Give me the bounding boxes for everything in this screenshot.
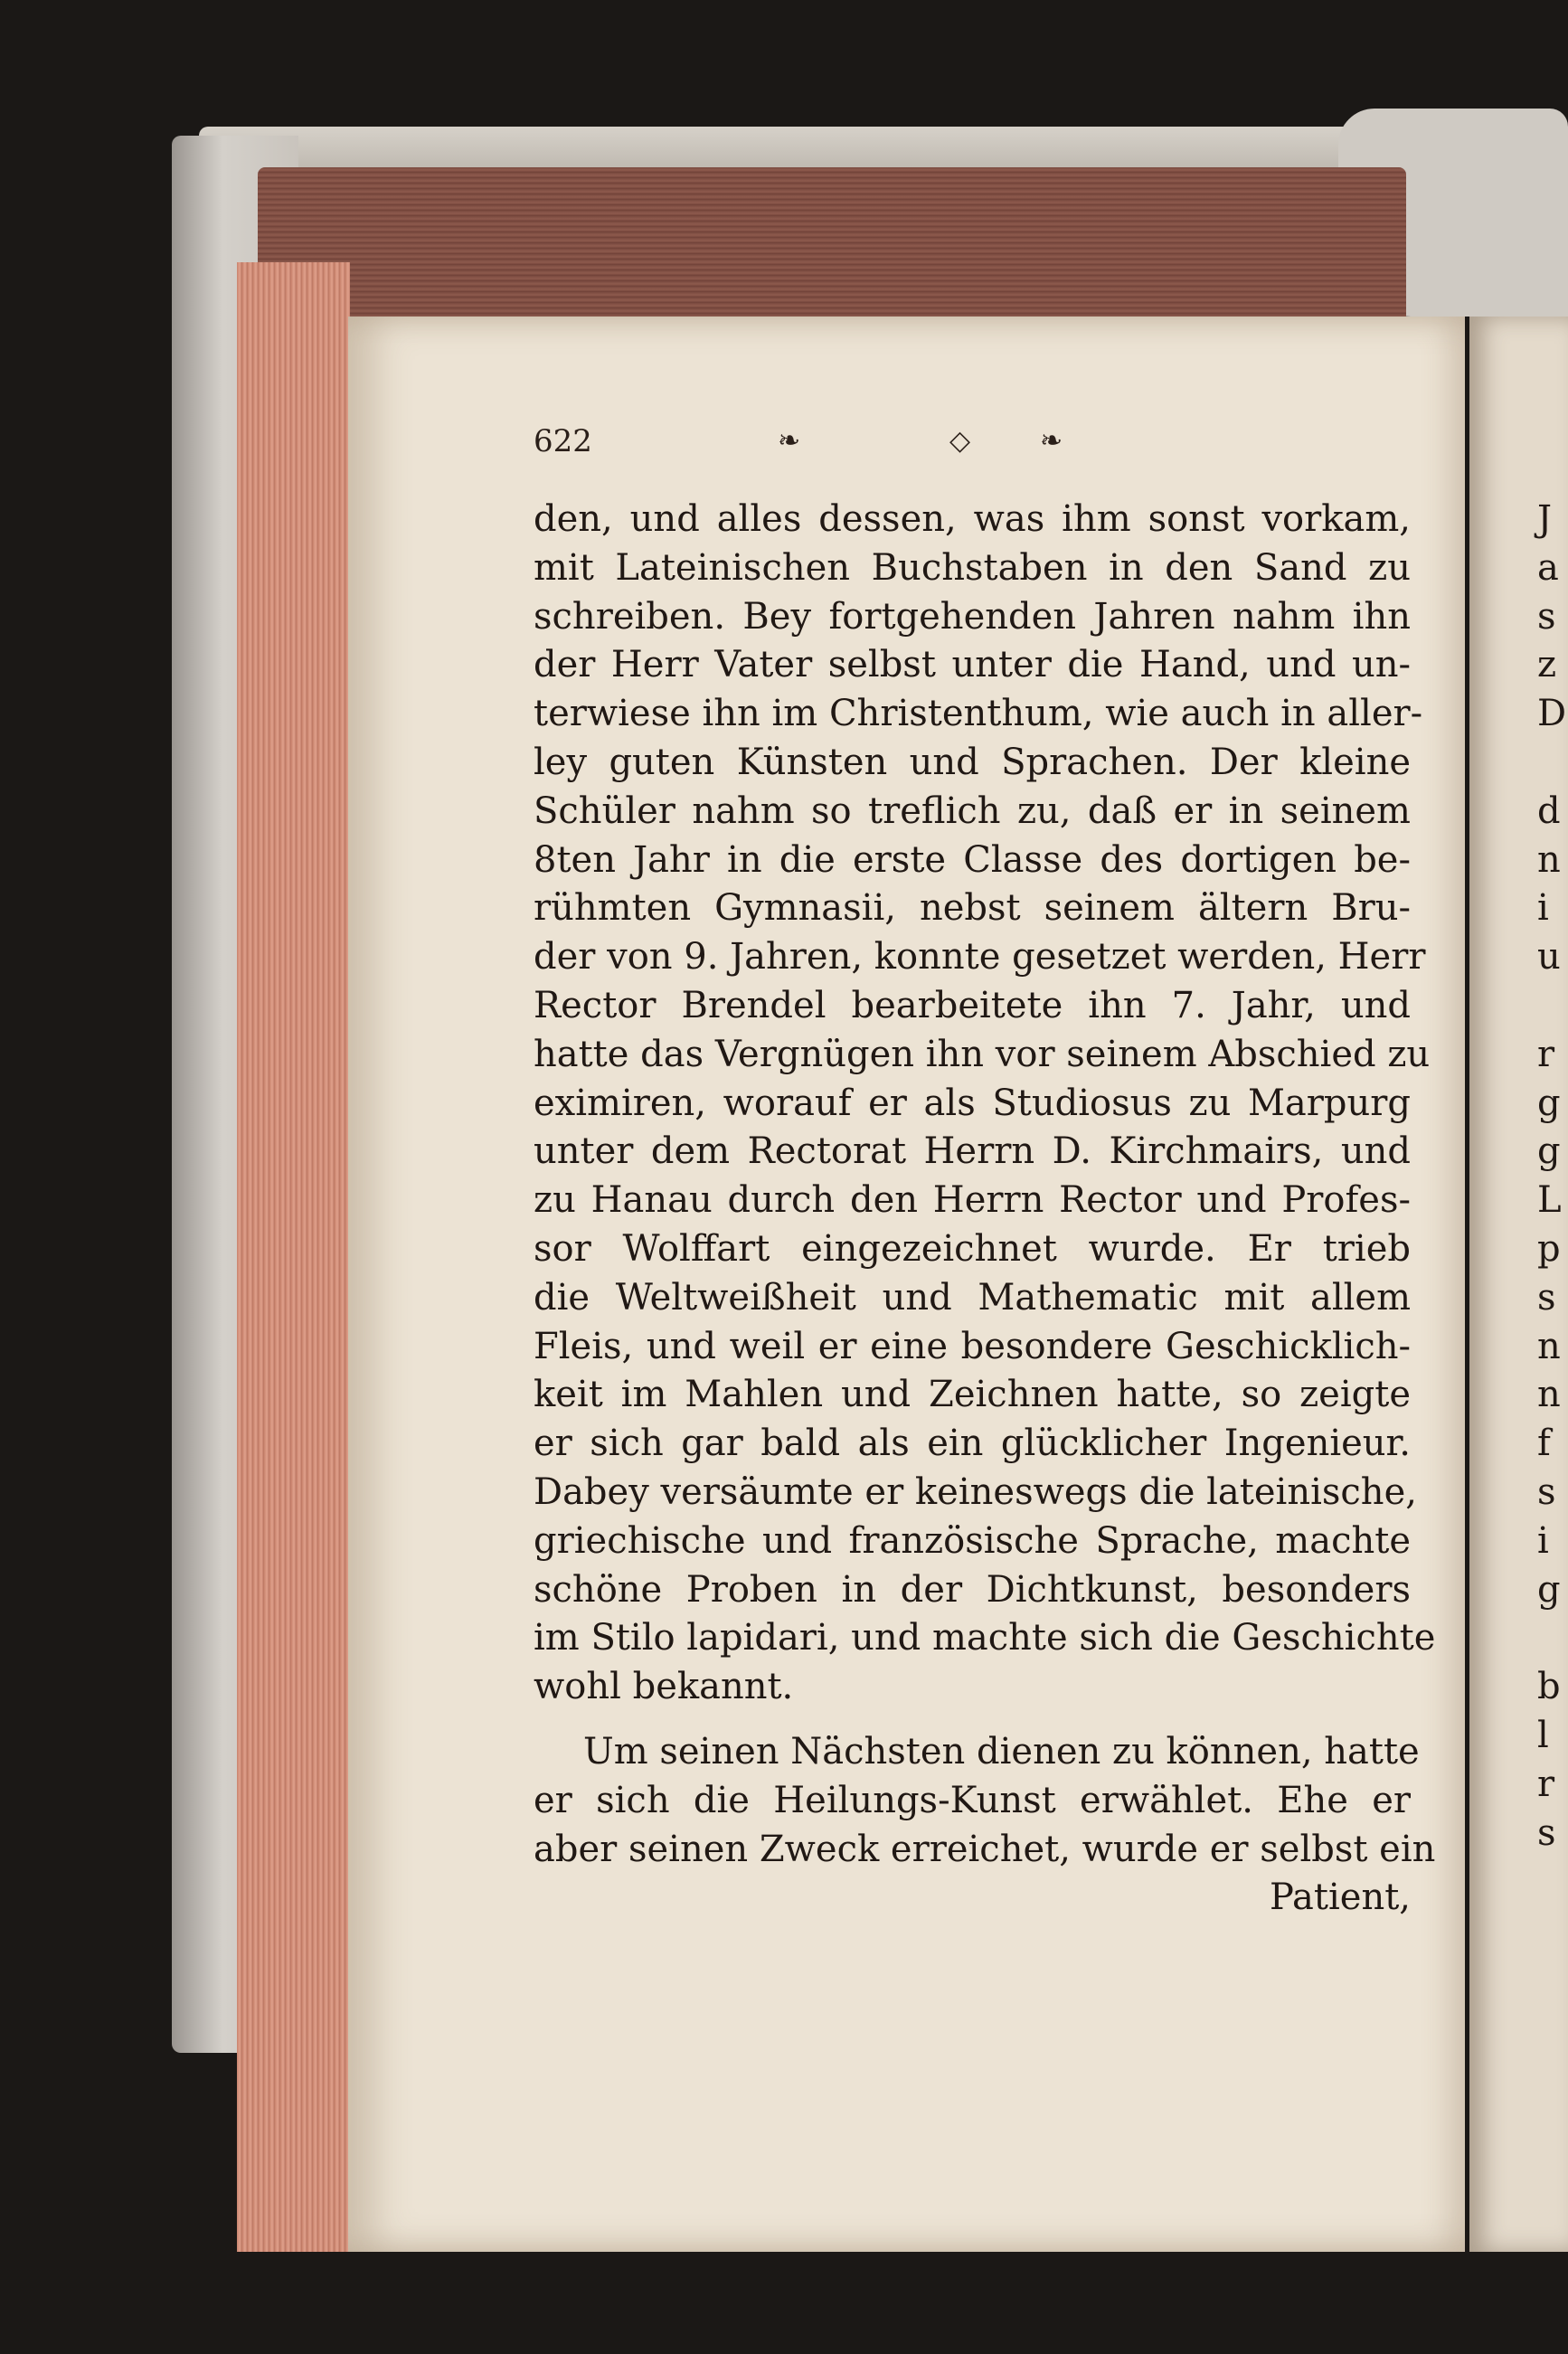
page-edges-top [258, 167, 1406, 326]
fragment: s [1537, 595, 1556, 638]
text-line: eximiren, worauf er als Studiosus zu Marpurg [534, 1082, 1411, 1124]
page-edges-left [237, 262, 350, 2252]
page-body-text [534, 496, 1436, 1923]
fragment: i [1537, 887, 1549, 930]
text-line: wohl bekannt. [534, 1666, 794, 1708]
text-line: sor Wolffart eingezeichnet wurde. Er trieb [534, 1227, 1411, 1270]
text-line: rühmten Gymnasii, nebst seinem ältern Bru- [534, 887, 1411, 930]
fragment [1537, 982, 1566, 1031]
text-line: der von 9. Jahren, konnte gesetzet werden, Herr [534, 936, 1426, 978]
text-line: den, und alles dessen, was ihm sonst vorkam, [534, 498, 1411, 540]
text-line: die Weltweißheit und Mathematic mit allem [534, 1276, 1411, 1319]
fragment: J [1537, 498, 1553, 540]
text-line: Schüler nahm so treflich zu, daß er in seinem [534, 789, 1411, 832]
fragment: g [1537, 1568, 1561, 1611]
text-line: schöne Proben in der Dichtkunst, besonders [534, 1568, 1411, 1611]
text-line: Dabey versäumte er keineswegs die lateinische, [534, 1470, 1417, 1513]
ornament-right: ❧ [1040, 425, 1065, 457]
page-number: 622 [534, 423, 592, 459]
fragment: l [1537, 1714, 1549, 1756]
fragment: f [1537, 1423, 1551, 1465]
text-line: Um seinen Nächsten dienen zu können, hatte [583, 1730, 1420, 1773]
text-line: terwiese ihn im Christenthum, wie auch in aller- [534, 693, 1423, 735]
text-line: hatte das Vergnügen ihn vor seinem Abschied zu [534, 1033, 1431, 1075]
text-line: keit im Mahlen und Zeichnen hatte, so zeigte [534, 1374, 1411, 1416]
paragraph-gap [534, 1712, 1411, 1728]
fragment: b [1537, 1666, 1561, 1708]
fragment: r [1537, 1763, 1555, 1805]
text-line: unter dem Rectorat Herrn D. Kirchmairs, und [534, 1130, 1411, 1173]
fragment: g [1537, 1130, 1561, 1173]
facing-page-fragments [1537, 496, 1566, 1858]
catchword: Patient, [1269, 1877, 1411, 1919]
fragment: n [1537, 838, 1561, 881]
fragment: L [1537, 1179, 1562, 1222]
text-line: er sich gar bald als ein glücklicher Ingenieur. [534, 1423, 1411, 1465]
text-line: 8ten Jahr in die erste Classe des dortigen be- [534, 838, 1411, 881]
fragment: u [1537, 936, 1561, 978]
text-line: aber seinen Zweck erreichet, wurde er selbst ein [534, 1828, 1436, 1870]
ornament-left: ❧ [778, 425, 803, 457]
fragment: s [1537, 1470, 1556, 1513]
text-line: zu Hanau durch den Herrn Rector und Profes- [534, 1179, 1411, 1222]
fragment: r [1537, 1033, 1555, 1075]
fragment: s [1537, 1276, 1556, 1319]
text-line: im Stilo lapidari, und machte sich die Geschichte [534, 1617, 1436, 1659]
text-line: Fleis, und weil er eine besondere Geschicklich- [534, 1325, 1411, 1367]
fragment: d [1537, 789, 1561, 832]
fragment: n [1537, 1325, 1561, 1367]
page-header [534, 423, 1420, 468]
fragment [1537, 1614, 1566, 1663]
fragment: p [1537, 1227, 1561, 1270]
text-line: er sich die Heilungs-Kunst erwählet. Ehe er [534, 1779, 1411, 1821]
text-line: ley guten Künsten und Sprachen. Der kleine [534, 741, 1411, 783]
fragment: g [1537, 1082, 1561, 1124]
fragment: D [1537, 693, 1567, 735]
text-line: mit Lateinischen Buchstaben in den Sand zu [534, 546, 1411, 589]
fragment [1537, 739, 1566, 788]
text-line: griechische und französische Sprache, machte [534, 1519, 1411, 1562]
fragment: i [1537, 1519, 1549, 1562]
fragment: s [1537, 1811, 1556, 1854]
fragment: a [1537, 546, 1559, 589]
ornament-center: ◇ [949, 425, 973, 457]
text-line: Rector Brendel bearbeitete ihn 7. Jahr, und [534, 984, 1411, 1026]
fragment: n [1537, 1374, 1561, 1416]
text-line: schreiben. Bey fortgehenden Jahren nahm ihn [534, 595, 1411, 638]
fragment: z [1537, 644, 1557, 686]
text-line: der Herr Vater selbst unter die Hand, und un- [534, 644, 1411, 686]
